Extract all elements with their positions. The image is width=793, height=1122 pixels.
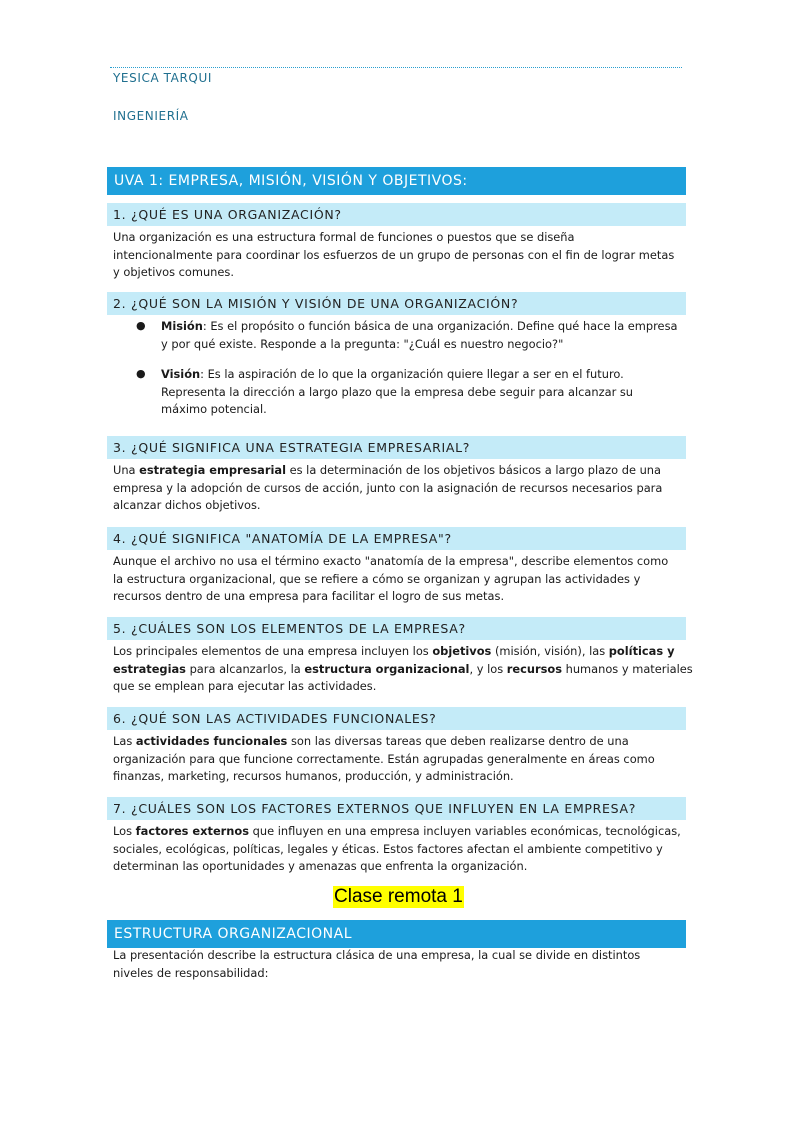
text-line bbox=[161, 366, 736, 384]
text-line bbox=[161, 401, 736, 419]
text-run: para alcanzarlos, la bbox=[185, 661, 305, 676]
text-line bbox=[113, 768, 688, 786]
bold-text: estructura organizacional bbox=[304, 661, 470, 676]
text-line bbox=[113, 733, 688, 751]
bold-text: estrategia empresarial bbox=[139, 463, 286, 477]
question-heading: 1. ¿QUÉ ES UNA ORGANIZACIÓN? bbox=[107, 203, 686, 226]
text-line bbox=[113, 571, 688, 589]
bold-text: objetivos bbox=[432, 644, 492, 658]
text-run: Una bbox=[113, 463, 140, 477]
question-heading: 2. ¿QUÉ SON LA MISIÓN Y VISIÓN DE UNA ORGANIZACIÓN? bbox=[107, 292, 686, 315]
text-run: es la determinación de los objetivos básicos a largo plazo de una bbox=[285, 463, 662, 477]
text-line bbox=[161, 384, 736, 402]
text-line bbox=[161, 318, 736, 336]
text-run: que se emplean para ejecutar las actividades. bbox=[113, 679, 377, 693]
text-line bbox=[113, 264, 688, 282]
answer-paragraph bbox=[113, 733, 688, 786]
text-run: y objetivos comunes. bbox=[113, 265, 234, 279]
text-line bbox=[113, 965, 688, 983]
text-run: humanos y materiales bbox=[561, 661, 693, 676]
text-run: Las bbox=[113, 734, 136, 748]
text-run: : Es la aspiración de lo que la organización quiere llegar a ser en el futuro. bbox=[200, 367, 624, 381]
answer-paragraph bbox=[113, 229, 688, 282]
text-run: determinan las oportunidades y amenazas que enfrenta la organización. bbox=[113, 859, 528, 873]
bold-text: recursos bbox=[506, 661, 562, 676]
text-line bbox=[113, 643, 688, 661]
text-line bbox=[113, 841, 688, 859]
text-run: : Es el propósito o función básica de una organización. Define qué hace la empresa bbox=[202, 319, 678, 333]
text-run: recursos dentro de una empresa para facilitar el logro de sus metas. bbox=[113, 589, 505, 603]
text-run: La presentación describe la estructura clásica de una empresa, la cual se divide en distintos bbox=[113, 948, 641, 962]
answer-paragraph bbox=[113, 643, 693, 696]
unit-title: UVA 1: EMPRESA, MISIÓN, VISIÓN Y OBJETIVOS: bbox=[107, 167, 686, 195]
text-line bbox=[161, 336, 736, 354]
text-run: , y los bbox=[469, 661, 507, 676]
bold-text: Misión bbox=[161, 319, 203, 333]
text-run: la estructura organizacional, que se refiere a cómo se organizan y agrupan las actividades y bbox=[113, 571, 641, 586]
bullet-icon: ● bbox=[136, 319, 146, 332]
text-run: que influyen en una empresa incluyen variables económicas, tecnológicas, bbox=[249, 824, 681, 838]
question-heading: 4. ¿QUÉ SIGNIFICA "ANATOMÍA DE LA EMPRESA"? bbox=[107, 527, 686, 550]
author-name: YESICA TARQUI bbox=[113, 71, 212, 85]
text-run: Los principales elementos de una empresa incluyen los bbox=[113, 644, 433, 658]
text-line bbox=[113, 823, 688, 841]
text-line bbox=[113, 247, 688, 265]
text-line bbox=[113, 497, 688, 515]
answer-paragraph bbox=[113, 823, 688, 876]
text-run: alcanzar dichos objetivos. bbox=[113, 498, 261, 512]
text-line bbox=[113, 229, 688, 247]
answer-paragraph bbox=[113, 462, 688, 515]
bold-text: estrategias bbox=[113, 661, 186, 676]
bullet-item bbox=[161, 366, 736, 419]
text-line bbox=[113, 462, 688, 480]
bullet-icon: ● bbox=[136, 367, 146, 380]
bullet-item bbox=[161, 318, 736, 353]
question-heading: 5. ¿CUÁLES SON LOS ELEMENTOS DE LA EMPRESA? bbox=[107, 617, 686, 640]
bold-text: políticas y bbox=[608, 644, 675, 658]
bold-text: factores externos bbox=[135, 824, 249, 838]
career-label: INGENIERÍA bbox=[113, 109, 189, 123]
text-line bbox=[113, 678, 688, 696]
text-run: niveles de responsabilidad: bbox=[113, 965, 269, 980]
text-line bbox=[113, 661, 693, 679]
text-run: (misión, visión), las bbox=[491, 644, 609, 658]
text-run: Aunque el archivo no usa el término exacto "anatomía de la empresa", describe elementos como bbox=[113, 554, 669, 568]
section-title-estructura: ESTRUCTURA ORGANIZACIONAL bbox=[107, 920, 686, 948]
question-heading: 7. ¿CUÁLES SON LOS FACTORES EXTERNOS QUE INFLUYEN EN LA EMPRESA? bbox=[107, 797, 686, 820]
text-run: intencionalmente para coordinar los esfuerzos de un grupo de personas con el fin de lograr metas bbox=[113, 247, 675, 262]
question-heading: 6. ¿QUÉ SON LAS ACTIVIDADES FUNCIONALES? bbox=[107, 707, 686, 730]
text-run: empresa y la adopción de cursos de acción, junto con la asignación de recursos necesarios para bbox=[113, 480, 663, 495]
section-paragraph bbox=[113, 947, 688, 982]
answer-paragraph bbox=[113, 553, 688, 606]
header-rule bbox=[110, 67, 682, 68]
text-line bbox=[113, 480, 688, 498]
bold-text: actividades funcionales bbox=[135, 734, 288, 748]
question-heading: 3. ¿QUÉ SIGNIFICA UNA ESTRATEGIA EMPRESARIAL? bbox=[107, 436, 686, 459]
text-run: Representa la dirección a largo plazo que la empresa debe seguir para alcanzar su bbox=[161, 384, 634, 399]
text-run: finanzas, marketing, recursos humanos, producción, y administración. bbox=[113, 769, 514, 783]
text-run: sociales, ecológicas, políticas, legales y éticas. Estos factores afectan el ambiente competitivo y bbox=[113, 841, 663, 856]
text-run: y por qué existe. Responde a la pregunta: "¿Cuál es nuestro negocio?" bbox=[161, 336, 564, 351]
text-line bbox=[113, 858, 688, 876]
text-line bbox=[113, 947, 688, 965]
text-line bbox=[113, 553, 688, 571]
text-run: Una organización es una estructura formal de funciones o puestos que se diseña bbox=[113, 230, 575, 244]
text-run: son las diversas tareas que deben realizarse dentro de una bbox=[287, 734, 629, 748]
highlighted-class-title: Clase remota 1 bbox=[334, 886, 463, 907]
bold-text: Visión bbox=[161, 367, 201, 381]
text-run: organización para que funcione correctamente. Están agrupadas generalmente en áreas como bbox=[113, 751, 655, 766]
text-run: máximo potencial. bbox=[161, 402, 267, 416]
text-run: Los bbox=[113, 824, 136, 838]
text-line bbox=[113, 751, 688, 769]
text-line bbox=[113, 588, 688, 606]
